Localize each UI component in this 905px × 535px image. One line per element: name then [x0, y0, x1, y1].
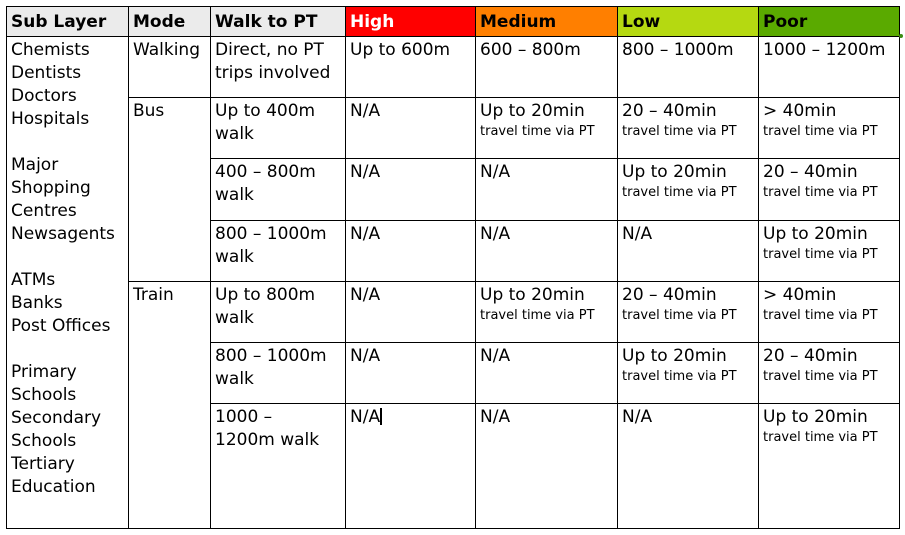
sub-layer-item: Hospitals: [11, 109, 90, 129]
walk-text: walk: [215, 185, 254, 206]
sub-layer-item: Dentists: [11, 63, 82, 83]
low-cell: [618, 159, 759, 220]
poor-note: travel time via PT: [763, 369, 878, 385]
poor-cell: [759, 98, 900, 159]
walk-text: walk: [215, 369, 254, 390]
high-value: N/A: [350, 162, 381, 183]
sub-layer-cell: [7, 37, 129, 529]
walk-text: Direct, no PT: [215, 40, 324, 60]
low-value: Up to 20min: [622, 346, 727, 367]
high-cell: [346, 98, 476, 159]
poor-note: travel time via PT: [763, 124, 878, 140]
header-walk-to-pt: Walk to PT: [211, 7, 346, 37]
sub-layer-list: [11, 39, 125, 499]
high-cell: [346, 281, 476, 342]
low-cell: [618, 281, 759, 342]
sub-layer-item: Doctors: [11, 86, 77, 106]
medium-value: N/A: [480, 223, 511, 244]
walk-cell: [211, 220, 346, 281]
poor-value: 20 – 40min: [763, 162, 858, 183]
table-row: [7, 281, 900, 342]
high-cell: [346, 37, 476, 98]
high-cell: [346, 220, 476, 281]
sub-layer-item: Major: [11, 155, 59, 175]
walk-text: walk: [215, 246, 254, 267]
poor-value: Up to 20min: [763, 223, 868, 244]
sub-layer-item: Secondary: [11, 408, 102, 428]
low-note: travel time via PT: [622, 307, 737, 323]
medium-note: travel time via PT: [480, 307, 595, 323]
low-cell: [618, 404, 759, 529]
mode-cell: [129, 37, 211, 98]
medium-cell: [476, 281, 618, 342]
medium-value: N/A: [480, 407, 511, 428]
sub-layer-item: ATMs: [11, 270, 56, 290]
high-value: Up to 600m: [350, 40, 451, 60]
low-value: 800 – 1000m: [622, 40, 734, 60]
medium-cell: [476, 37, 618, 98]
sub-layer-item: Education: [11, 477, 96, 497]
poor-cell: [759, 404, 900, 529]
high-value: N/A: [350, 101, 381, 122]
poor-cell: [759, 37, 900, 98]
low-cell: [618, 37, 759, 98]
poor-cell: [759, 159, 900, 220]
sub-layer-item: Shopping: [11, 178, 91, 198]
walk-text: Up to 400m: [215, 101, 316, 122]
sub-layer-spacer: [11, 338, 125, 361]
sub-layer-item: Newsagents: [11, 224, 115, 244]
medium-cell: [476, 98, 618, 159]
walk-text: walk: [215, 124, 254, 145]
high-value-text: N/A: [350, 407, 381, 428]
table-row: [7, 37, 900, 98]
sub-layer-item: Primary: [11, 362, 77, 382]
high-cell[interactable]: [346, 404, 476, 529]
low-cell: [618, 98, 759, 159]
sub-layer-item: Centres: [11, 201, 77, 221]
walk-cell: [211, 281, 346, 342]
low-note: travel time via PT: [622, 124, 737, 140]
medium-value: Up to 20min: [480, 284, 585, 305]
table-row: [7, 98, 900, 159]
low-value: 20 – 40min: [622, 284, 717, 305]
walk-cell: [211, 404, 346, 529]
header-sub-layer: Sub Layer: [7, 7, 129, 37]
medium-cell: [476, 159, 618, 220]
medium-note: travel time via PT: [480, 124, 595, 140]
header-mode: Mode: [129, 7, 211, 37]
sub-layer-spacer: [11, 246, 125, 269]
mode-label: Bus: [133, 101, 165, 122]
walk-text: 1000 –: [215, 407, 273, 428]
mode-cell: [129, 281, 211, 528]
walk-cell: [211, 343, 346, 404]
walk-cell: [211, 159, 346, 220]
low-value: 20 – 40min: [622, 101, 717, 122]
walk-text: 400 – 800m: [215, 162, 316, 183]
medium-value: N/A: [480, 346, 511, 367]
low-value: N/A: [622, 223, 653, 244]
low-cell: [618, 343, 759, 404]
walk-text: walk: [215, 307, 254, 328]
high-cell: [346, 343, 476, 404]
accessibility-table: [6, 6, 900, 529]
low-value: Up to 20min: [622, 162, 727, 183]
sub-layer-item: Banks: [11, 293, 63, 313]
poor-value: 20 – 40min: [763, 346, 858, 367]
high-value: [350, 406, 472, 429]
sub-layer-item: Chemists: [11, 40, 90, 60]
low-cell: [618, 220, 759, 281]
poor-note: travel time via PT: [763, 246, 878, 262]
poor-note: travel time via PT: [763, 185, 878, 201]
sub-layer-item: Schools: [11, 431, 77, 451]
mode-label: Walking: [133, 40, 200, 60]
header-medium: Medium: [476, 7, 618, 37]
walk-cell: [211, 37, 346, 98]
medium-cell: [476, 404, 618, 529]
low-note: travel time via PT: [622, 369, 737, 385]
low-value: N/A: [622, 407, 653, 428]
selection-handle-icon[interactable]: [899, 34, 903, 38]
sub-layer-item: Schools: [11, 385, 77, 405]
sub-layer-item: Tertiary: [11, 454, 75, 474]
medium-value: N/A: [480, 162, 511, 183]
medium-value: 600 – 800m: [480, 40, 581, 60]
walk-text: 1200m walk: [215, 430, 320, 451]
text-cursor: [380, 408, 382, 425]
header-poor: Poor: [759, 7, 900, 37]
high-value: N/A: [350, 346, 381, 367]
poor-value: > 40min: [763, 284, 837, 305]
walk-text: 800 – 1000m: [215, 346, 327, 367]
poor-note: travel time via PT: [763, 307, 878, 323]
poor-cell: [759, 343, 900, 404]
header-low: Low: [618, 7, 759, 37]
poor-note: travel time via PT: [763, 430, 878, 446]
walk-cell: [211, 98, 346, 159]
sub-layer-item: Post Offices: [11, 316, 111, 336]
walk-text: trips involved: [215, 63, 331, 83]
header-row: [7, 7, 900, 37]
high-value: N/A: [350, 223, 381, 244]
poor-cell: [759, 220, 900, 281]
high-cell: [346, 159, 476, 220]
walk-text: 800 – 1000m: [215, 223, 327, 244]
high-value: N/A: [350, 284, 381, 305]
medium-value: Up to 20min: [480, 101, 585, 122]
poor-value: > 40min: [763, 101, 837, 122]
mode-cell: [129, 98, 211, 282]
sub-layer-spacer: [11, 131, 125, 154]
poor-value: 1000 – 1200m: [763, 40, 886, 60]
header-high: High: [346, 7, 476, 37]
low-note: travel time via PT: [622, 185, 737, 201]
mode-label: Train: [133, 284, 174, 305]
walk-text: Up to 800m: [215, 284, 316, 305]
medium-cell: [476, 220, 618, 281]
poor-value: Up to 20min: [763, 407, 868, 428]
medium-cell: [476, 343, 618, 404]
poor-cell: [759, 281, 900, 342]
